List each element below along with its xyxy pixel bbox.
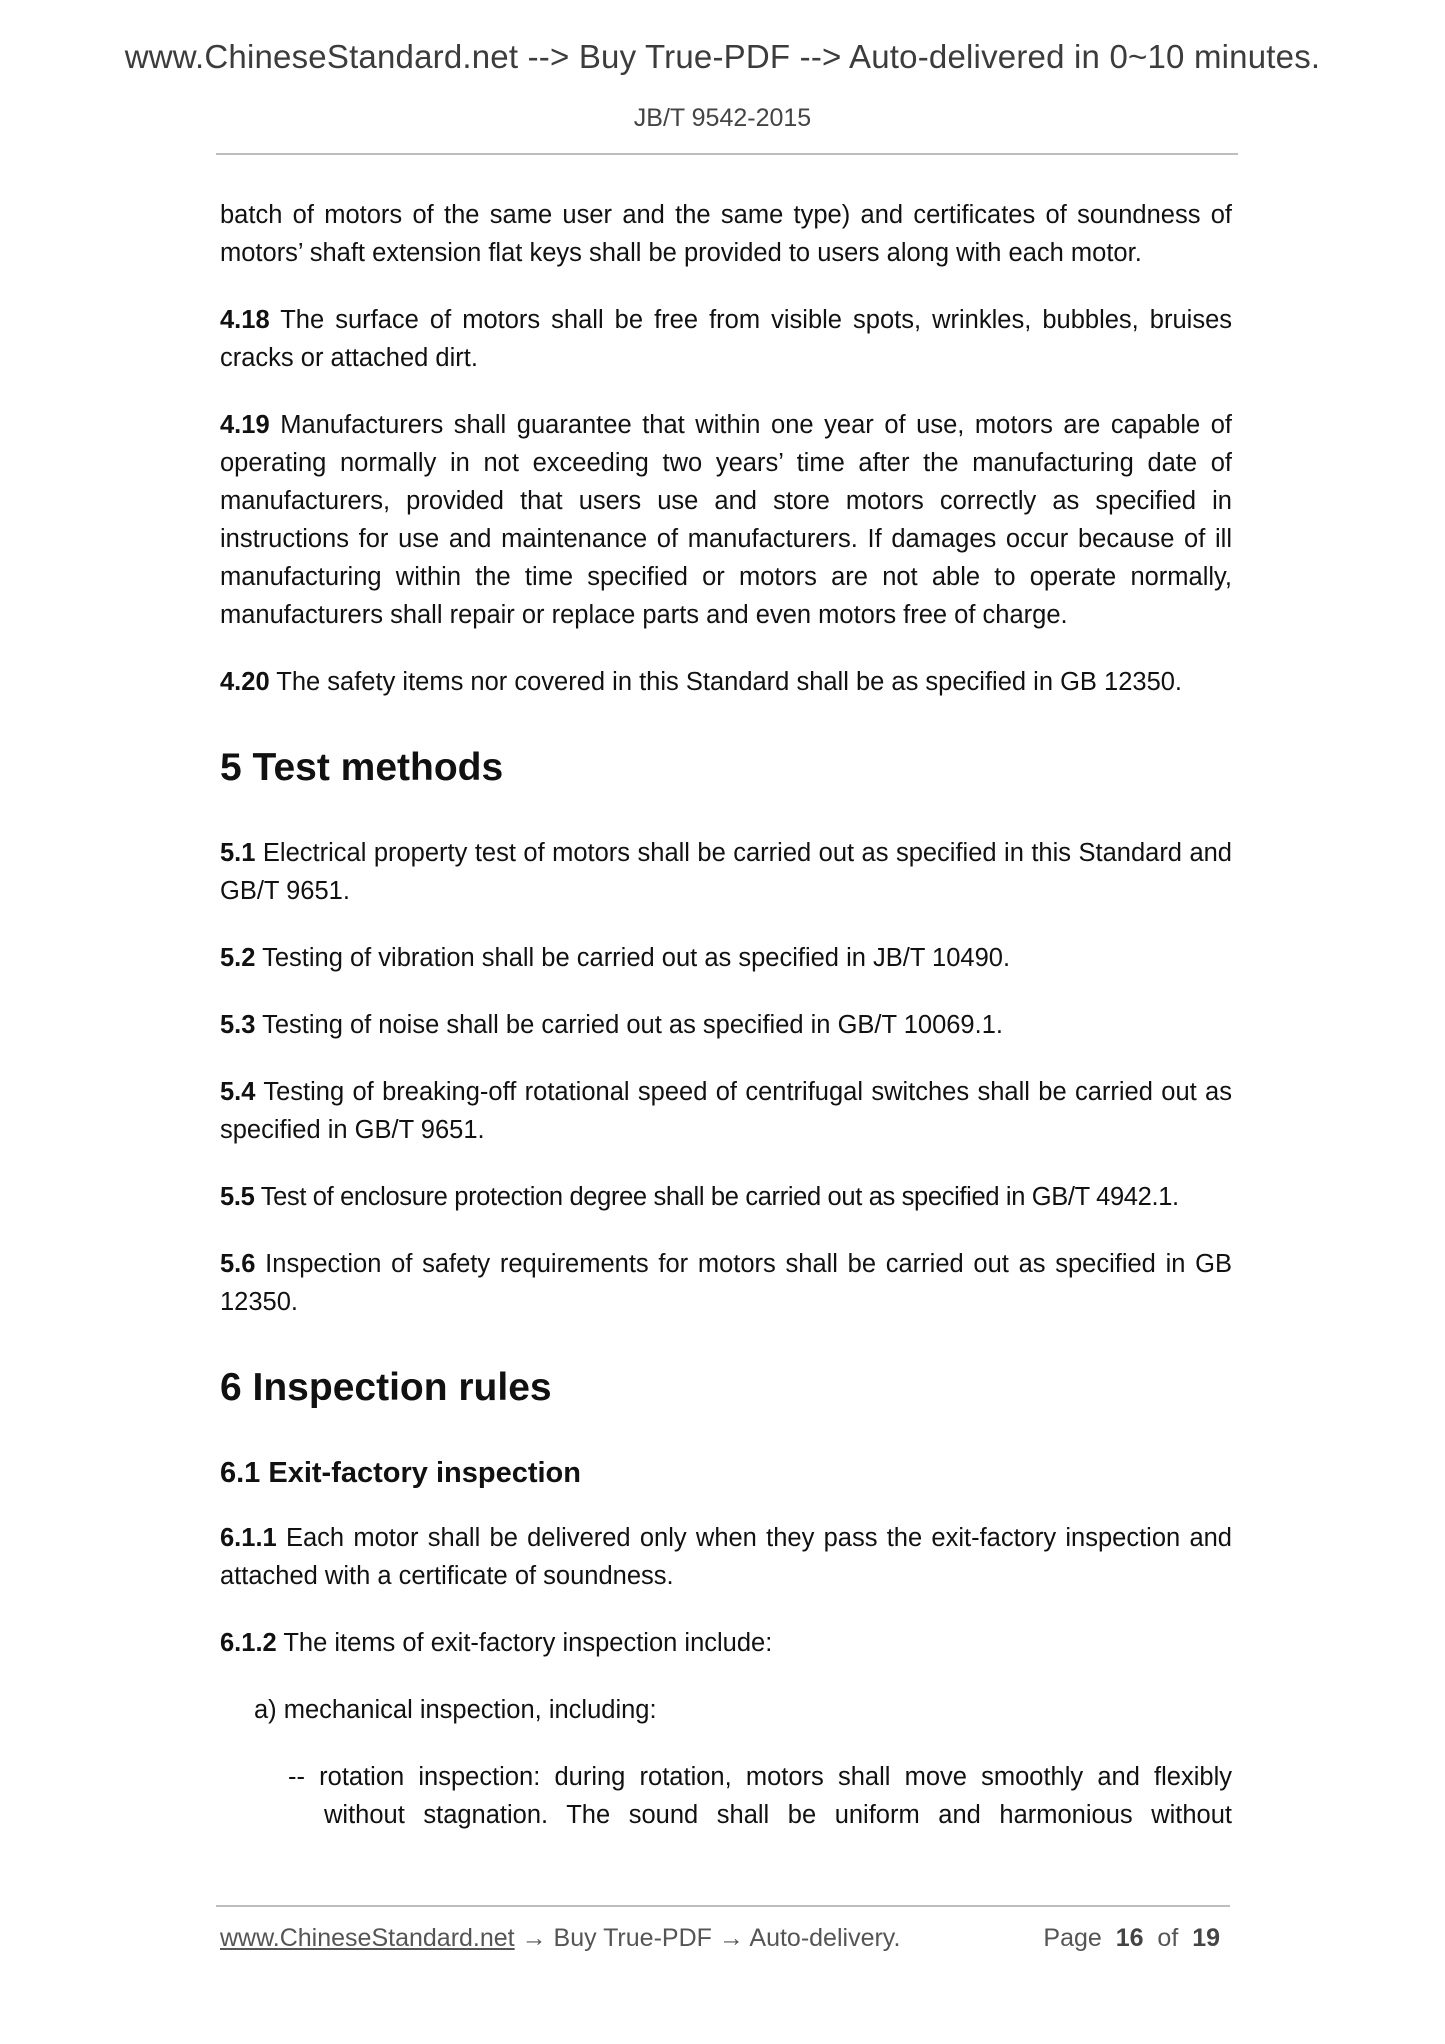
clause-number: 6.1.2 bbox=[220, 1629, 277, 1657]
page-number: 16 bbox=[1115, 1924, 1144, 1952]
footer-text: → Buy True-PDF → Auto-delivery. bbox=[514, 1924, 901, 1952]
clause-5-6 bbox=[220, 1245, 1232, 1321]
of-label: of bbox=[1157, 1924, 1179, 1952]
clause-6-1-2 bbox=[220, 1624, 1232, 1662]
clause-5-3 bbox=[220, 1006, 1232, 1044]
section-heading-6: 6 Inspection rules bbox=[220, 1366, 552, 1409]
clause-5-5 bbox=[220, 1178, 1232, 1216]
clause-4-18 bbox=[220, 301, 1232, 377]
page-indicator bbox=[1043, 1924, 1220, 1953]
page-label: Page bbox=[1043, 1924, 1102, 1952]
clause-number: 5.4 bbox=[220, 1078, 256, 1106]
section-heading-5: 5 Test methods bbox=[220, 746, 504, 789]
clause-text: Manufacturers shall guarantee that within one year of use, motors are capable of operating normally in not exceeding two years’ time after the manufacturing date of manufacturers, provided that users use and store motors correctly as specified in instructions for use and maintenance of manufacturers. If damages occur because of ill manufacturing within the time specified or motors are not able to operate normally, manufacturers shall repair or replace parts and even motors free of charge. bbox=[220, 411, 1232, 629]
document-body bbox=[220, 196, 1232, 1834]
clause-text: Inspection of safety requirements for motors shall be carried out as specified in GB 12350. bbox=[220, 1250, 1232, 1316]
clause-text: Testing of noise shall be carried out as specified in GB/T 10069.1. bbox=[262, 1011, 1003, 1039]
clause-number: 4.20 bbox=[220, 668, 270, 696]
list-item-a: a) mechanical inspection, including: bbox=[254, 1696, 657, 1724]
clause-number: 4.19 bbox=[220, 411, 270, 439]
dash-line-2: without stagnation. The sound shall be uniform and harmonious without bbox=[324, 1801, 1232, 1829]
continued-paragraph: batch of motors of the same user and the same type) and certificates of soundness of motors’ shaft extension flat keys shall be provided to users along with each motor. bbox=[220, 201, 1232, 267]
dash-item-rotation-inspection bbox=[220, 1758, 1232, 1834]
clause-number: 6.1.1 bbox=[220, 1524, 277, 1552]
clause-5-4 bbox=[220, 1073, 1232, 1149]
clause-text: The items of exit-factory inspection include: bbox=[283, 1629, 773, 1657]
clause-text: Each motor shall be delivered only when they pass the exit-factory inspection and attached with a certificate of soundness. bbox=[220, 1524, 1232, 1590]
clause-text: Testing of vibration shall be carried out as specified in JB/T 10490. bbox=[262, 944, 1011, 972]
clause-text: The safety items nor covered in this Standard shall be as specified in GB 12350. bbox=[276, 668, 1183, 696]
footer-divider bbox=[216, 1905, 1230, 1907]
clause-text: The surface of motors shall be free from visible spots, wrinkles, bubbles, bruises cracks or attached dirt. bbox=[220, 306, 1233, 372]
clause-text: Electrical property test of motors shall be carried out as specified in this Standard and GB/T 9651. bbox=[220, 839, 1232, 905]
clause-text: Testing of breaking-off rotational speed of centrifugal switches shall be carried out as specified in GB/T 9651. bbox=[220, 1078, 1232, 1144]
page-total: 19 bbox=[1192, 1924, 1220, 1952]
clause-6-1-1 bbox=[220, 1519, 1232, 1595]
clause-4-19 bbox=[220, 406, 1232, 634]
dash-line-1: -- rotation inspection: during rotation, motors shall move smoothly and flexibly bbox=[288, 1763, 1232, 1791]
clause-number: 5.1 bbox=[220, 839, 256, 867]
clause-text: Test of enclosure protection degree shall be carried out as specified in GB/T 4942.1. bbox=[260, 1183, 1179, 1211]
subsection-heading-6-1: 6.1 Exit-factory inspection bbox=[220, 1457, 581, 1489]
footer bbox=[220, 1924, 1230, 1953]
clause-4-20 bbox=[220, 663, 1232, 701]
clause-5-1 bbox=[220, 834, 1232, 910]
clause-number: 5.5 bbox=[220, 1183, 255, 1211]
clause-number: 5.6 bbox=[220, 1250, 256, 1278]
clause-5-2 bbox=[220, 939, 1232, 977]
footer-site-link[interactable]: www.ChineseStandard.net bbox=[220, 1924, 515, 1952]
clause-number: 4.18 bbox=[220, 306, 270, 334]
header-divider bbox=[216, 153, 1238, 155]
clause-number: 5.2 bbox=[220, 944, 256, 972]
clause-number: 5.3 bbox=[220, 1011, 256, 1039]
top-banner: www.ChineseStandard.net --> Buy True-PDF --> Auto-delivered in 0~10 minutes. bbox=[124, 38, 1321, 75]
document-id: JB/T 9542-2015 bbox=[633, 104, 812, 132]
